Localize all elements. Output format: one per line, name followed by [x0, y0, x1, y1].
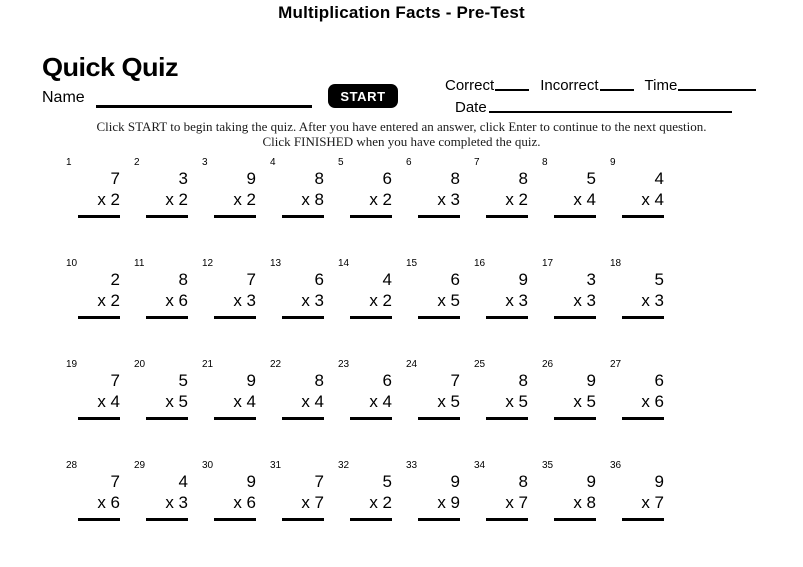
operand-bottom: x 4: [233, 392, 256, 411]
problem-number: 36: [610, 460, 622, 471]
answer-input[interactable]: [78, 417, 120, 420]
answer-input[interactable]: [282, 215, 324, 218]
answer-input[interactable]: [554, 417, 596, 420]
answer-input[interactable]: [486, 518, 528, 521]
operand-bottom: x 2: [165, 190, 188, 209]
operand-bottom: x 2: [369, 493, 392, 512]
instructions-line-2: Click FINISHED when you have completed the quiz.: [262, 134, 541, 149]
answer-input[interactable]: [146, 316, 188, 319]
operand-top: 6: [382, 169, 392, 188]
problem-number: 32: [338, 460, 350, 471]
problem-17[interactable]: [542, 259, 604, 337]
problem-number: 23: [338, 359, 350, 370]
operand-bottom: x 2: [369, 291, 392, 310]
operand-bottom: x 7: [641, 493, 664, 512]
operand-bottom: x 6: [641, 392, 664, 411]
problem-row: [0, 259, 803, 360]
incorrect-label: Incorrect: [540, 77, 599, 94]
problem-number: 1: [66, 157, 72, 168]
name-input[interactable]: [96, 105, 312, 108]
operand-top: 8: [178, 270, 188, 289]
operand-top: 9: [246, 169, 256, 188]
operand-top: 4: [382, 270, 392, 289]
answer-input[interactable]: [486, 215, 528, 218]
operand-top: 8: [450, 169, 460, 188]
operand-top: 4: [178, 472, 188, 491]
problem-number: 29: [134, 460, 146, 471]
problem-30[interactable]: [202, 461, 264, 539]
operand-bottom: x 7: [301, 493, 324, 512]
answer-input[interactable]: [554, 518, 596, 521]
problem-20[interactable]: [134, 360, 196, 438]
problem-27[interactable]: [610, 360, 672, 438]
operand-top: 8: [314, 371, 324, 390]
time-label: Time: [644, 77, 678, 94]
operand-top: 2: [110, 270, 120, 289]
problem-26[interactable]: [542, 360, 604, 438]
problem-7[interactable]: [474, 158, 536, 236]
answer-input[interactable]: [418, 518, 460, 521]
problem-23[interactable]: [338, 360, 400, 438]
operand-top: 8: [314, 169, 324, 188]
operand-top: 8: [518, 371, 528, 390]
answer-input[interactable]: [146, 518, 188, 521]
problem-number: 30: [202, 460, 214, 471]
problem-number: 27: [610, 359, 622, 370]
problem-number: 10: [66, 258, 78, 269]
answer-input[interactable]: [214, 215, 256, 218]
problem-32[interactable]: [338, 461, 400, 539]
problem-1[interactable]: [66, 158, 128, 236]
operand-bottom: x 4: [97, 392, 120, 411]
problem-number: 11: [134, 258, 145, 269]
operand-top: 8: [518, 472, 528, 491]
problem-number: 3: [202, 157, 208, 168]
problem-number: 9: [610, 157, 616, 168]
correct-field[interactable]: [445, 78, 529, 93]
problem-number: 12: [202, 258, 214, 269]
operand-top: 6: [450, 270, 460, 289]
problem-row: [0, 360, 803, 461]
score-summary: [445, 78, 756, 93]
problem-16[interactable]: [474, 259, 536, 337]
answer-input[interactable]: [350, 316, 392, 319]
operand-top: 8: [518, 169, 528, 188]
problem-number: 20: [134, 359, 146, 370]
problem-number: 19: [66, 359, 78, 370]
operand-top: 4: [654, 169, 664, 188]
operand-top: 9: [246, 472, 256, 491]
answer-input[interactable]: [214, 417, 256, 420]
answer-input[interactable]: [78, 316, 120, 319]
answer-input[interactable]: [622, 417, 664, 420]
answer-input[interactable]: [418, 316, 460, 319]
answer-input[interactable]: [622, 316, 664, 319]
problem-number: 31: [270, 460, 282, 471]
answer-input[interactable]: [418, 215, 460, 218]
answer-input[interactable]: [282, 518, 324, 521]
problem-5[interactable]: [338, 158, 400, 236]
operand-top: 9: [654, 472, 664, 491]
problem-29[interactable]: [134, 461, 196, 539]
answer-input[interactable]: [350, 518, 392, 521]
operand-bottom: x 4: [573, 190, 596, 209]
incorrect-field[interactable]: [540, 78, 633, 93]
problem-number: 8: [542, 157, 548, 168]
problem-row: [0, 461, 803, 562]
name-label: Name: [42, 89, 85, 106]
problem-15[interactable]: [406, 259, 468, 337]
problem-number: 15: [406, 258, 418, 269]
problem-14[interactable]: [338, 259, 400, 337]
instructions-line-1: Click START to begin taking the quiz. After you have entered an answer, click Enter to continue to the next question.: [96, 119, 707, 134]
problem-36[interactable]: [610, 461, 672, 539]
problem-number: 6: [406, 157, 412, 168]
correct-value-rule[interactable]: [495, 89, 529, 91]
answer-input[interactable]: [622, 518, 664, 521]
operand-top: 3: [586, 270, 596, 289]
operand-top: 6: [314, 270, 324, 289]
operand-bottom: x 5: [573, 392, 596, 411]
answer-input[interactable]: [282, 316, 324, 319]
operand-bottom: x 2: [97, 190, 120, 209]
operand-bottom: x 2: [97, 291, 120, 310]
problem-18[interactable]: [610, 259, 672, 337]
problem-row: [0, 158, 803, 259]
date-label: Date: [455, 99, 487, 116]
operand-top: 9: [586, 371, 596, 390]
date-value-rule[interactable]: [489, 111, 732, 113]
problem-number: 24: [406, 359, 418, 370]
problem-number: 5: [338, 157, 344, 168]
problem-25[interactable]: [474, 360, 536, 438]
correct-label: Correct: [445, 77, 495, 94]
problem-number: 35: [542, 460, 554, 471]
problem-number: 33: [406, 460, 418, 471]
operand-top: 9: [450, 472, 460, 491]
operand-bottom: x 3: [573, 291, 596, 310]
answer-input[interactable]: [554, 316, 596, 319]
problem-11[interactable]: [134, 259, 196, 337]
problem-6[interactable]: [406, 158, 468, 236]
answer-input[interactable]: [622, 215, 664, 218]
problem-number: 18: [610, 258, 622, 269]
operand-bottom: x 6: [97, 493, 120, 512]
problem-24[interactable]: [406, 360, 468, 438]
operand-bottom: x 6: [233, 493, 256, 512]
quick-quiz-logo: Quick Quiz: [42, 52, 179, 82]
problem-12[interactable]: [202, 259, 264, 337]
operand-bottom: x 3: [437, 190, 460, 209]
incorrect-value-rule[interactable]: [600, 89, 634, 91]
problem-number: 22: [270, 359, 282, 370]
answer-input[interactable]: [146, 215, 188, 218]
operand-top: 7: [110, 169, 120, 188]
operand-bottom: x 4: [301, 392, 324, 411]
problem-grid: [0, 158, 803, 562]
operand-bottom: x 9: [437, 493, 460, 512]
instructions: [0, 119, 803, 149]
answer-input[interactable]: [350, 417, 392, 420]
answer-input[interactable]: [214, 518, 256, 521]
answer-input[interactable]: [486, 316, 528, 319]
problem-22[interactable]: [270, 360, 332, 438]
problem-4[interactable]: [270, 158, 332, 236]
problem-number: 13: [270, 258, 282, 269]
problem-number: 17: [542, 258, 554, 269]
time-value-rule[interactable]: [678, 89, 756, 91]
operand-top: 7: [314, 472, 324, 491]
problem-number: 2: [134, 157, 140, 168]
problem-31[interactable]: [270, 461, 332, 539]
answer-input[interactable]: [282, 417, 324, 420]
operand-top: 9: [586, 472, 596, 491]
operand-top: 5: [586, 169, 596, 188]
operand-bottom: x 4: [369, 392, 392, 411]
operand-top: 9: [518, 270, 528, 289]
answer-input[interactable]: [146, 417, 188, 420]
answer-input[interactable]: [554, 215, 596, 218]
date-field[interactable]: [455, 100, 732, 115]
problem-number: 25: [474, 359, 486, 370]
problem-33[interactable]: [406, 461, 468, 539]
operand-bottom: x 7: [505, 493, 528, 512]
operand-bottom: x 8: [301, 190, 324, 209]
answer-input[interactable]: [214, 316, 256, 319]
answer-input[interactable]: [418, 417, 460, 420]
operand-bottom: x 5: [437, 291, 460, 310]
time-field[interactable]: [645, 78, 757, 93]
operand-top: 5: [654, 270, 664, 289]
operand-top: 9: [246, 371, 256, 390]
operand-top: 7: [110, 472, 120, 491]
operand-bottom: x 3: [301, 291, 324, 310]
operand-bottom: x 2: [369, 190, 392, 209]
answer-input[interactable]: [78, 518, 120, 521]
operand-bottom: x 5: [437, 392, 460, 411]
problem-10[interactable]: [66, 259, 128, 337]
operand-bottom: x 3: [641, 291, 664, 310]
problem-28[interactable]: [66, 461, 128, 539]
operand-bottom: x 3: [233, 291, 256, 310]
page-title: Multiplication Facts - Pre-Test: [278, 3, 525, 22]
answer-input[interactable]: [78, 215, 120, 218]
operand-bottom: x 2: [233, 190, 256, 209]
operand-top: 5: [382, 472, 392, 491]
problem-number: 21: [202, 359, 214, 370]
problem-35[interactable]: [542, 461, 604, 539]
problem-number: 7: [474, 157, 480, 168]
problem-9[interactable]: [610, 158, 672, 236]
problem-number: 28: [66, 460, 78, 471]
problem-number: 26: [542, 359, 554, 370]
problem-3[interactable]: [202, 158, 264, 236]
answer-input[interactable]: [350, 215, 392, 218]
problem-number: 14: [338, 258, 350, 269]
operand-bottom: x 3: [505, 291, 528, 310]
problem-number: 16: [474, 258, 486, 269]
problem-19[interactable]: [66, 360, 128, 438]
start-button[interactable]: START: [328, 84, 398, 108]
operand-top: 6: [382, 371, 392, 390]
operand-bottom: x 5: [165, 392, 188, 411]
problem-number: 34: [474, 460, 486, 471]
operand-top: 3: [178, 169, 188, 188]
operand-bottom: x 4: [641, 190, 664, 209]
operand-top: 7: [450, 371, 460, 390]
operand-bottom: x 8: [573, 493, 596, 512]
operand-bottom: x 5: [505, 392, 528, 411]
operand-bottom: x 6: [165, 291, 188, 310]
problem-number: 4: [270, 157, 276, 168]
operand-top: 6: [654, 371, 664, 390]
problem-21[interactable]: [202, 360, 264, 438]
problem-2[interactable]: [134, 158, 196, 236]
answer-input[interactable]: [486, 417, 528, 420]
operand-top: 5: [178, 371, 188, 390]
problem-13[interactable]: [270, 259, 332, 337]
problem-8[interactable]: [542, 158, 604, 236]
problem-34[interactable]: [474, 461, 536, 539]
operand-bottom: x 3: [165, 493, 188, 512]
operand-bottom: x 2: [505, 190, 528, 209]
operand-top: 7: [246, 270, 256, 289]
operand-top: 7: [110, 371, 120, 390]
